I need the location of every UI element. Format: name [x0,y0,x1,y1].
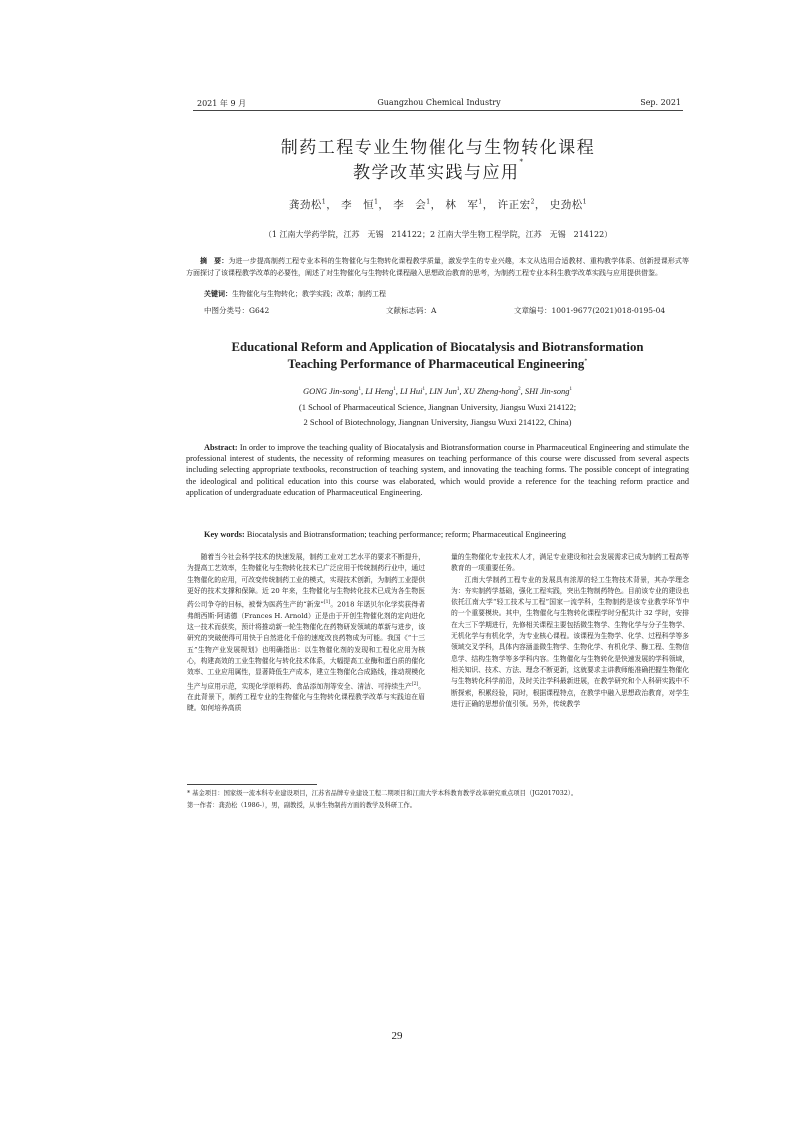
abstract-cn-label: 摘 要： [200,256,229,265]
author-en: SHI Jin-song [524,386,570,396]
affiliation-en-line2: 2 School of Biotechnology, Jiangnan University, Jiangsu Wuxi 214122, China) [303,417,572,427]
author-cn: 李 恒 [341,199,375,211]
keywords-cn [204,289,386,299]
keywords-cn-text: 生物催化与生物转化；教学实践；改革；制药工程 [232,290,386,298]
title-en-line1: Educational Reform and Application of Biocatalysis and Biotransformation [231,340,644,354]
author-cn: 龚劲松 [288,199,322,211]
title-en-line2 [186,357,689,372]
citation-ref: [1] [323,600,331,606]
header-date-cn: 2021 年 9 月 [197,99,247,108]
author-en-sup: 2 [518,387,521,393]
body-paragraph: 江南大学制药工程专业的发展具有浓厚的轻工生物技术背景，其办学理念为：夯实制药学基础，强化工程实践，突出生物制药特色。目前该专业的建设也依托江南大学“轻工技术与工程”国家一流学科，生物制药是该专业教学环节中的一个重要模块。其中，生物催化与生物转化课程学时分配共计 32 学时，安排在大三下学期进行，先修相关课程主要包括微生物学、生物化学与分子生物学、无机化学与有机化学，为专业核心课程。该课程为生物学、化学、过程科学等多领域交叉学科，具体内容涵盖微生物学、生物化学、有机化学、酶工程、生物信息学、结构生物学等多学科内容。生物催化与生物转化是快速发展的学科领域，相关知识、技术、方法、理念不断更新，这就要求主讲教师能准确把握生物催化与生物转化科学前沿，及时关注学科最新进展，在教学研究和个人科研实践中不断探索，积累经验，同时，根据课程特点，在教学中融入思想政治教育，对学生进行正确的思想价值引领。另外，传统教学 [451,575,689,708]
title-en-footnote-mark: * [584,358,588,365]
author-en-sup: 1 [569,387,573,393]
authors-en: GONG Jin-song$^1$, LI Heng$^1$, LI Hui$^1$, LIN Jun$^1$, XU Zheng-hong$^2$, SHI Jin-song$^1$ [302,386,573,396]
running-header [197,98,681,110]
author-cn-sup: 1 [478,198,483,206]
abstract-en [186,442,689,498]
keywords-cn-label: 关键词： [204,289,232,298]
affiliation-cn: （1 江南大学药学院，江苏 无锡 214122；2 江南大学生物工程学院，江苏 无锡 214122） [263,230,613,239]
title-cn-line2 [193,158,683,183]
author-en: XU Zheng-hong [463,386,519,396]
author-cn-sup: 1 [374,198,379,206]
abstract-cn-text: 为进一步提高制药工程专业本科的生物催化与生物转化课程教学质量，激发学生的专业兴趣，本文从选用合适教材、重构教学体系、创新授课形式等方面探讨了该课程教学改革的必要性，阐述了对生物催化与生物转化课程融入思想政治教育的思考，为制药工程专业本科生教学改革实践与应用提供借鉴。 [186,257,690,277]
keywords-en [204,530,566,539]
authors-cn: 龚劲松$^1$， 李 恒$^1$， 李 会$^1$， 林 军$^1$， 许正宏$^2$， 史劲松$^1$ [288,198,588,211]
header-date-en: Sep. 2021 [640,98,681,107]
title-cn-line2-text: 教学改革实践与应用 [353,163,520,183]
page-number: 29 [391,1030,403,1042]
footnote-rule [187,784,317,785]
body-text: 。在此背景下，制药工程专业的生物催化与生物转化课程教学改革与实践迫在眉睫。如何培养高质 [187,681,425,713]
body-paragraph: 量的生物催化专业技术人才，满足专业建设和社会发展需求已成为制药工程高等教育的一项重要任务。 [451,553,689,573]
title-cn-line1: 制药工程专业生物催化与生物转化课程 [280,138,596,158]
abstract-cn [186,255,689,279]
author-cn-sup: 1 [426,198,431,206]
title-cn-footnote-mark: * [519,158,523,166]
abstract-en-label: Abstract: [204,443,238,452]
article-number: 文章编号：1001-9677(2021)018-0195-04 [514,306,666,315]
author-en: LI Heng [365,386,394,396]
author-en: LIN Jun [429,386,457,396]
author-cn: 林 军 [445,199,479,211]
author-en-sup: 1 [358,387,361,393]
clc-number: 中图分类号：G642 [204,306,270,315]
footnote-funding: * 基金项目：国家级一流本科专业建设项目，江苏省品牌专业建设工程二期项目和江南大学本科教育教学改革研究重点项目（JG2017032）。 [187,790,578,797]
author-cn: 许正宏 [497,199,531,211]
author-cn: 史劲松 [549,199,583,211]
keywords-en-text: Biocatalysis and Biotransformation; teaching performance; reform; Pharmaceutical Engineering [246,530,566,539]
author-cn-sup: 2 [530,198,535,206]
author-cn-sup: 1 [582,198,588,206]
header-journal-name: Guangzhou Chemical Industry [377,98,501,107]
author-en-sup: 1 [456,387,460,393]
classification-row [204,305,680,317]
body-column-left [187,552,425,715]
footnote-author: 第一作者：龚劲松（1986-），男，副教授，从事生物制药方面的教学及科研工作。 [187,802,417,809]
body-text: 随着当今社会科学技术的快速发展，制药工业对工艺水平的要求不断提升，为提高工艺效率，生物催化与生物转化技术已广泛应用于传统制药行业中，通过生物催化的应用，可改变传统制药工业的模式，实现技术创新，为制药工业提供更好的技术支撑和保障。近 20 年来，生物催化与生物转化技术已成为各生物医药公司争夺的目标，被誉为医药生产的“新宠” [187,553,425,609]
author-cn-sup: 1 [321,198,327,206]
author-cn: 李 会 [393,199,427,211]
abstract-en-text: In order to improve the teaching quality of Biocatalysis and Biotransformation course in Pharmaceutical Engineering and stimulate the professional interest of students, the necessity of reforming measures on teaching performance of this course were discussed from several aspects including selecting appropriate textbooks, reconstruction of teaching system, and innovating the teaching forms. The possible concept of integrating the ideological and political education into this course was elaborated, which would provide a reference for the teaching reform practice and application of undergraduate education of Pharmaceutical Engineering. [186,443,690,497]
header-rule [193,110,683,111]
title-en-line2-text: Teaching Performance of Pharmaceutical Engineering [287,357,585,371]
body-column-right [451,552,689,710]
author-en: LI Hui [400,386,423,396]
author-en: GONG Jin-song [302,386,359,396]
body-paragraph [187,552,425,715]
document-code: 文献标志码：A [386,306,437,315]
body-text: 。2018 年诺贝尔化学奖获得者弗朗西斯·阿诺德（Frances H. Arnold）正是由于开创生物催化剂的定向进化这一技术而获奖，预计将推动新一轮生物催化在药物研发领域的革新与进步，该研究的突破使得可用快于自然进化千倍的速度改良药物成为可能。我国《“十三五”生物产业发展规划》也明确指出：以生物催化剂的发现和工程化应用为核心，构建高效的工业生物催化与转化技术体系，大幅提高工业酶和蛋白质的催化效率、工业应用属性，显著降低生产成本，建立生物催化合成路线，推动规模化生产与应用示范，实现化学原料药、食品添加剂等安全、清洁、可持续生产 [187,600,425,690]
author-en-sup: 1 [393,387,396,393]
author-en-sup: 1 [422,387,425,393]
keywords-en-label: Key words: [204,530,245,539]
affiliation-en-line1: (1 School of Pharmaceutical Science, Jiangnan University, Jiangsu Wuxi 214122; [298,402,577,412]
citation-ref: [2] [411,681,419,687]
